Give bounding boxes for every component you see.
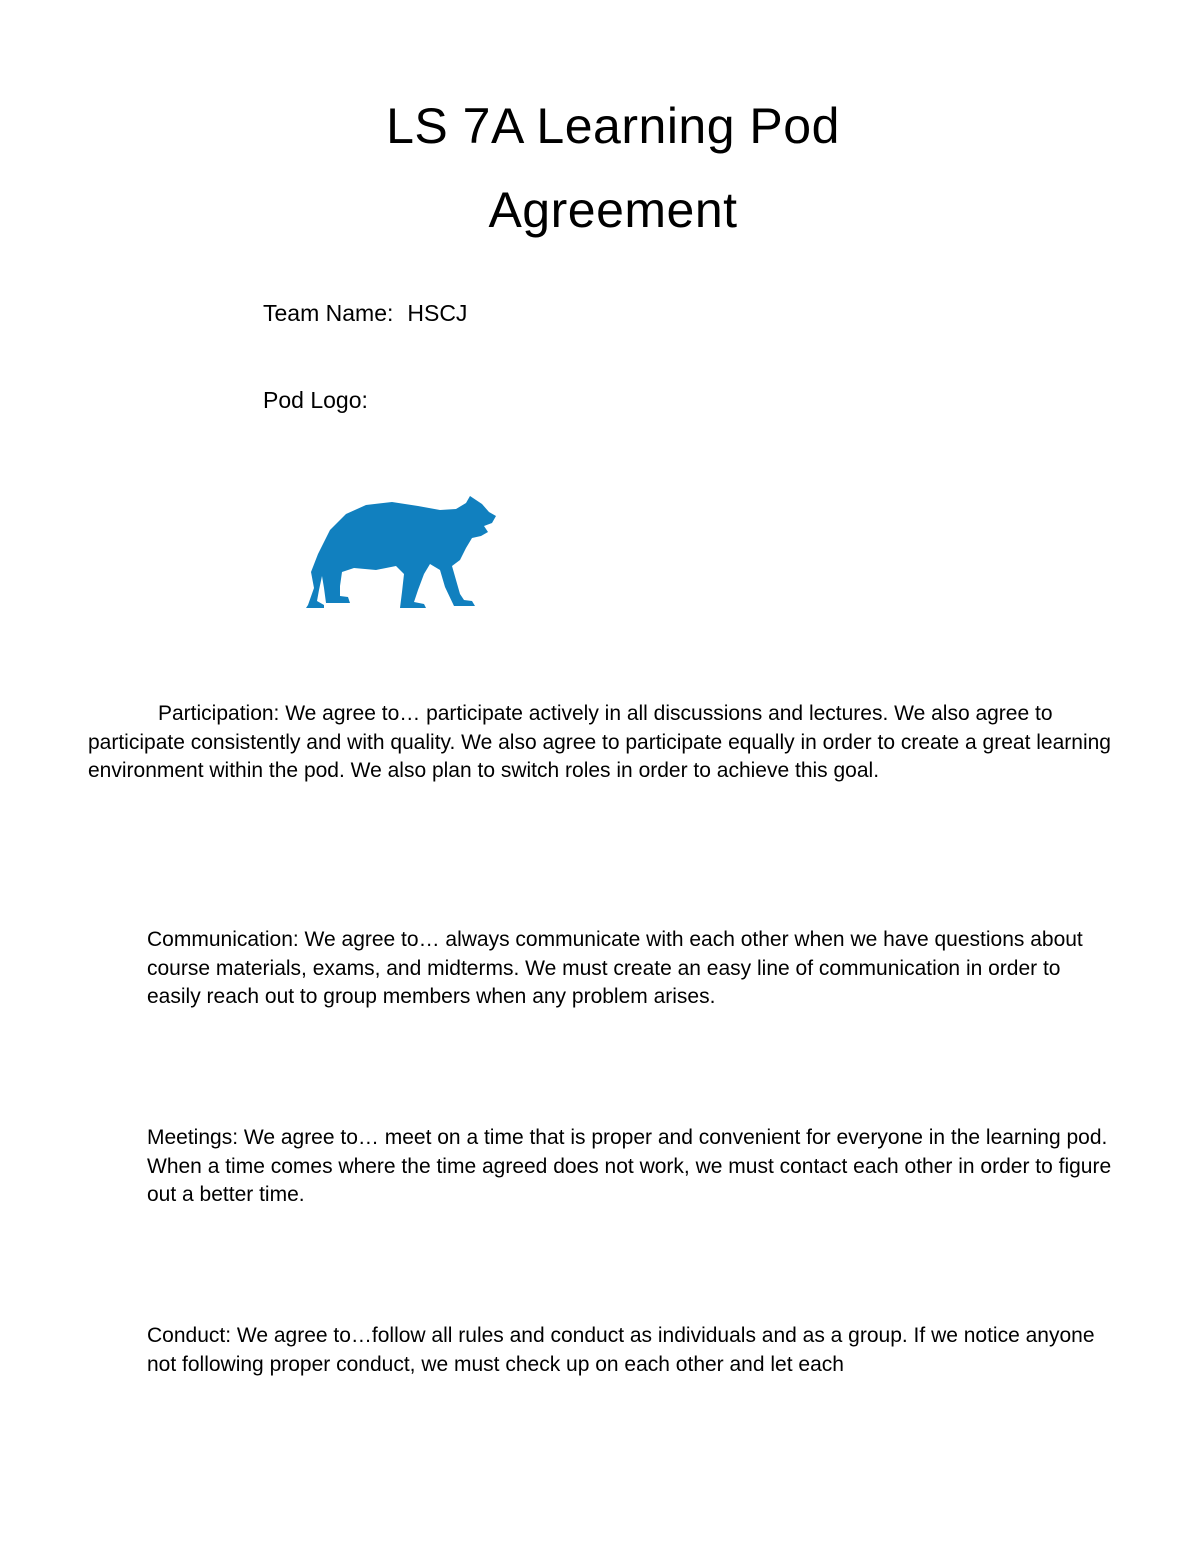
communication-section: Communication: We agree to… always communicate with each other when we have questions about course materials, exams, and midterms. We must create an easy line of communication in order to easily reach out to group members when any problem arises. xyxy=(147,928,1083,1008)
team-name-value: HSCJ xyxy=(407,300,468,326)
participation-section: Participation: We agree to… participate actively in all discussions and lectures. We also agree to participate consistently and with quality. We also agree to participate equally in order to create a great learning environment within the pod. We also plan to switch roles in order to achieve this goal. xyxy=(88,702,1111,782)
document-title-line-1: LS 7A Learning Pod xyxy=(386,98,840,154)
conduct-section: Conduct: We agree to…follow all rules and conduct as individuals and as a group. If we notice anyone not following proper conduct, we must check up on each other and let each xyxy=(147,1324,1095,1376)
team-name-label: Team Name: xyxy=(263,300,394,326)
bear-icon xyxy=(300,490,496,612)
pod-logo-label: Pod Logo: xyxy=(263,387,368,413)
meetings-section: Meetings: We agree to… meet on a time that is proper and convenient for everyone in the learning pod. When a time comes where the time agreed does not work, we must contact each other in order to figure out a better time. xyxy=(147,1126,1112,1206)
pod-logo-field xyxy=(263,385,368,415)
team-name-field xyxy=(263,298,467,328)
document-title-line-2: Agreement xyxy=(488,182,738,238)
